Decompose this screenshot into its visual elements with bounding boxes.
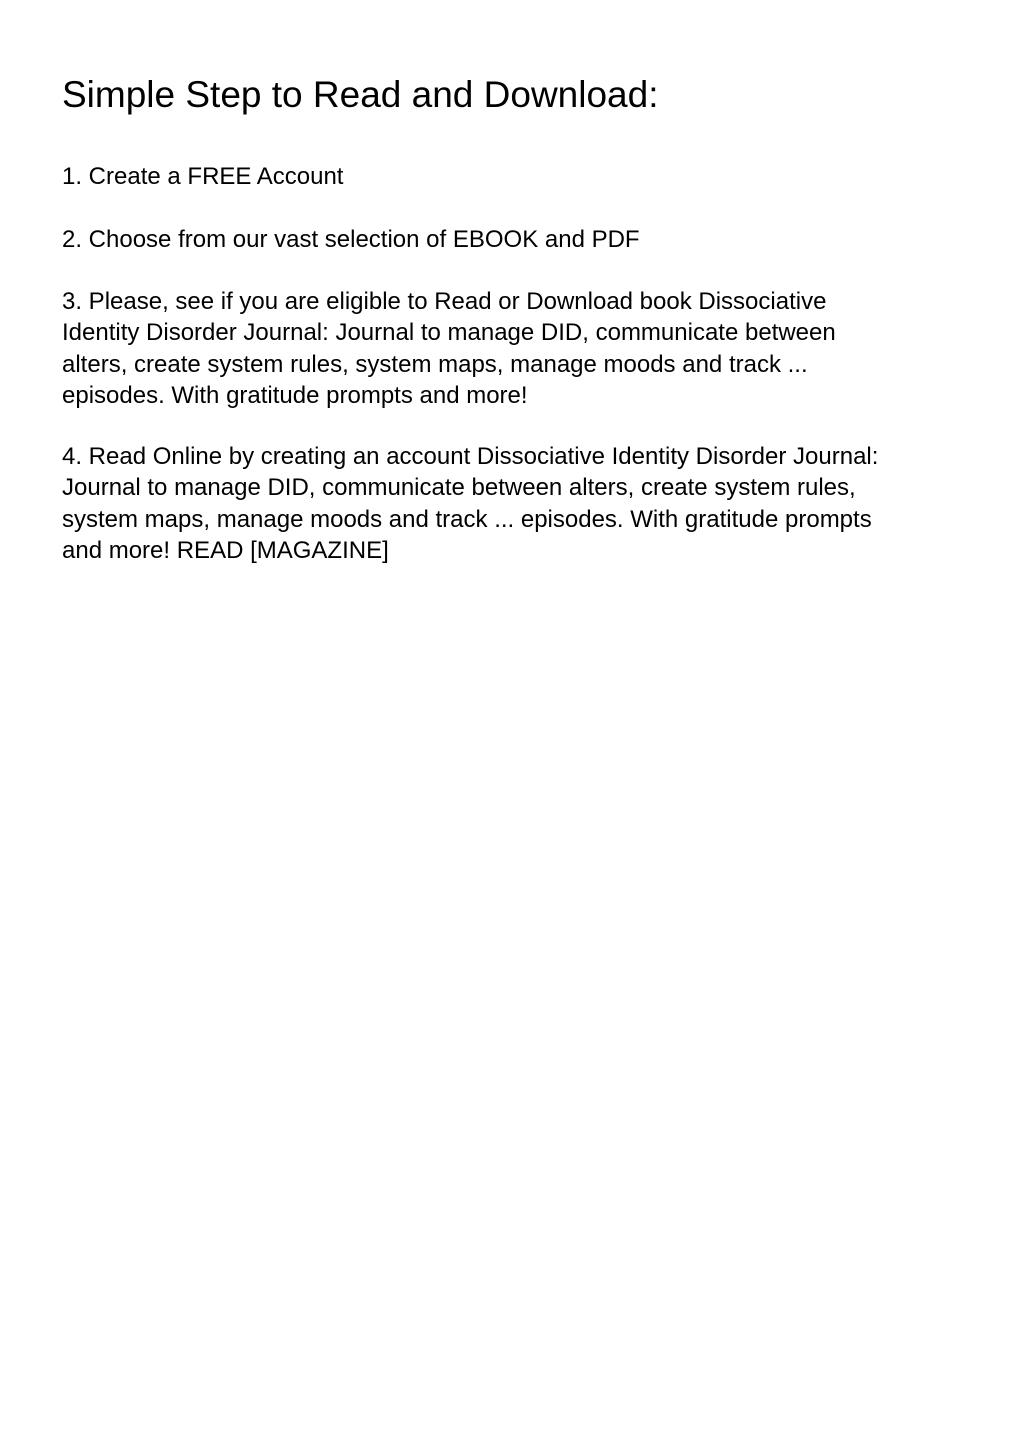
step-1-paragraph	[62, 161, 962, 192]
step-1-line-1: 1. Create a FREE Account	[62, 163, 344, 190]
step-3-line-4: episodes. With gratitude prompts and more!	[62, 381, 528, 409]
step-4-line-3: system maps, manage moods and track ... episodes. With gratitude prompts	[62, 505, 872, 533]
step-2-line-1: 2. Choose from our vast selection of EBOOK and PDF	[62, 226, 640, 253]
step-2-paragraph	[62, 224, 962, 255]
step-4-line-4: and more! READ [MAGAZINE]	[62, 536, 389, 564]
step-4-line-2: Journal to manage DID, communicate between alters, create system rules,	[62, 474, 856, 502]
step-4-paragraph	[62, 441, 962, 566]
step-3-paragraph	[62, 286, 962, 411]
step-3-line-2: Identity Disorder Journal: Journal to manage DID, communicate between	[62, 319, 836, 347]
page-title: Simple Step to Read and Download:	[62, 74, 659, 115]
step-3-line-3: alters, create system rules, system maps, manage moods and track ...	[62, 350, 808, 378]
step-3-line-1: 3. Please, see if you are eligible to Read or Download book Dissociative	[62, 288, 827, 315]
step-4-line-1: 4. Read Online by creating an account Dissociative Identity Disorder Journal:	[62, 443, 879, 470]
